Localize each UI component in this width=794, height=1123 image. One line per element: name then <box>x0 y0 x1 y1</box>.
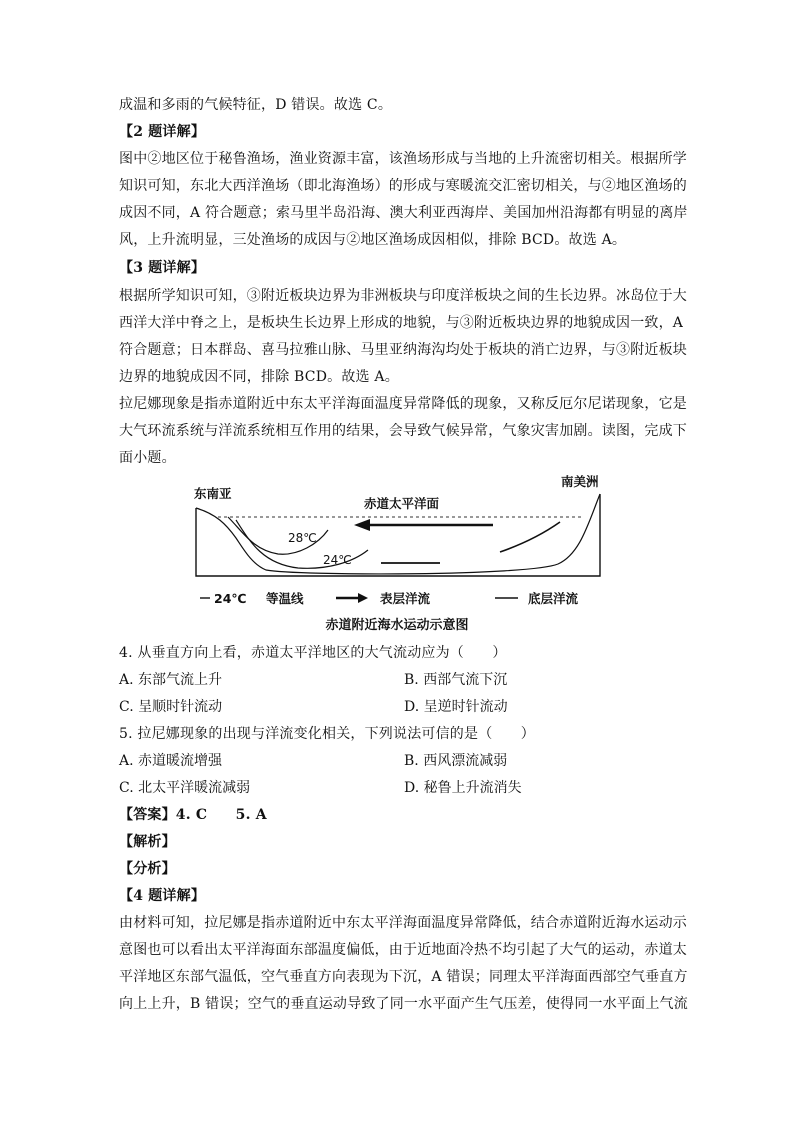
paragraph-line: 图中②地区位于秘鲁渔场，渔业资源丰富，该渔场形成与当地的上升流密切相关。根据所学 <box>119 151 687 167</box>
paragraph-line: 知识可知，东北大西洋渔场（即北海渔场）的形成与寒暖流交汇密切相关，与②地区渔场的 <box>119 178 687 194</box>
analysis-heading: 【解析】 <box>119 834 176 850</box>
paragraph-line: 大气环流系统与洋流系统相互作用的结果，会导致气候异常，气象灾害加剧。读图，完成下 <box>119 423 687 439</box>
paragraph-line: 西洋大洋中脊之上，是板块生长边界上形成的地貌，与③附近板块边界的地貌成因一致，A <box>119 315 684 331</box>
ocean-circulation-diagram <box>188 472 610 612</box>
paragraph-line: 符合题意；日本群岛、喜马拉雅山脉、马里亚纳海沟均处于板块的消亡边界，与③附近板块 <box>119 342 687 358</box>
paragraph-line: 向上上升，B 错误；空气的垂直运动导致了同一水平面产生气压差，使得同一水平面上气流 <box>119 996 688 1012</box>
paragraph-line: 边界的地貌成因不同，排除 BCD。故选 A。 <box>119 369 399 385</box>
answer-line: 【答案】4. C 5. A <box>119 807 267 823</box>
q5-option-c: C. 北太平洋暖流减弱 <box>119 780 251 796</box>
paragraph-line: 拉尼娜现象是指赤道附近中东太平洋海面温度异常降低的现象，又称反厄尔尼诺现象，它是 <box>119 396 687 412</box>
legend-isotherm-label: 等温线 <box>266 591 304 606</box>
section-heading-q2: 【2 题详解】 <box>119 124 206 140</box>
label-southeast-asia: 东南亚 <box>194 486 232 501</box>
paragraph-line: 意图也可以看出太平洋海面东部温度偏低，由于近地面冷热不均引起了大气的运动，赤道太 <box>119 942 687 958</box>
arrow-head <box>354 519 370 531</box>
q5-option-d: D. 秘鲁上升流消失 <box>404 780 522 796</box>
paragraph-line: 由材料可知，拉尼娜是指赤道附近中东太平洋海面温度异常降低，结合赤道附近海水运动示 <box>119 915 687 931</box>
q5-option-a: A. 赤道暖流增强 <box>119 753 223 769</box>
isotherm-28-label: 28℃ <box>288 531 317 545</box>
isotherm-24-label: 24℃ <box>323 553 352 567</box>
paragraph-line: 根据所学知识可知，③附近板块边界为非洲板块与印度洋板块之间的生长边界。冰岛位于大 <box>119 288 687 304</box>
paragraph-line: 风，上升流明显，三处渔场的成因与②地区渔场成因相似，排除 BCD。故选 A。 <box>119 232 627 248</box>
section-heading-q4: 【4 题详解】 <box>119 888 206 904</box>
legend-arrow-icon <box>358 593 368 603</box>
q4-option-c: C. 呈顺时针流动 <box>119 699 223 715</box>
q4-option-b: B. 西部气流下沉 <box>404 672 508 688</box>
diagram-caption: 赤道附近海水运动示意图 <box>325 618 469 633</box>
question-4-stem: 4. 从垂直方向上看，赤道太平洋地区的大气流动应为（ ） <box>119 645 507 661</box>
paragraph-line: 成温和多雨的气候特征，D 错误。故选 C。 <box>119 97 393 113</box>
section-heading-q3: 【3 题详解】 <box>119 260 206 276</box>
diagram-svg <box>188 472 610 612</box>
legend-surface-current-label: 表层洋流 <box>380 591 431 606</box>
label-south-america: 南美洲 <box>561 474 599 489</box>
paragraph-line: 面小题。 <box>119 450 176 466</box>
q5-option-b: B. 西风漂流减弱 <box>404 753 508 769</box>
legend-bottom-current-label: 底层洋流 <box>528 591 579 606</box>
bottom-current-east <box>500 522 560 552</box>
paragraph-line: 成因不同，A 符合题意；索马里半岛沿海、澳大利亚西海岸、美国加州沿海都有明显的离岸 <box>119 205 688 221</box>
q4-option-d: D. 呈逆时针流动 <box>404 699 508 715</box>
fenxi-heading: 【分析】 <box>119 861 176 877</box>
question-5-stem: 5. 拉尼娜现象的出现与洋流变化相关，下列说法可信的是（ ） <box>119 726 536 742</box>
legend-isotherm-value: 24℃ <box>214 591 247 606</box>
paragraph-line: 平洋地区东部气温低，空气垂直方向表现为下沉，A 错误；同理太平洋海面西部空气垂直方 <box>119 969 688 985</box>
q4-option-a: A. 东部气流上升 <box>119 672 223 688</box>
label-equatorial-pacific-surface: 赤道太平洋面 <box>364 496 440 511</box>
